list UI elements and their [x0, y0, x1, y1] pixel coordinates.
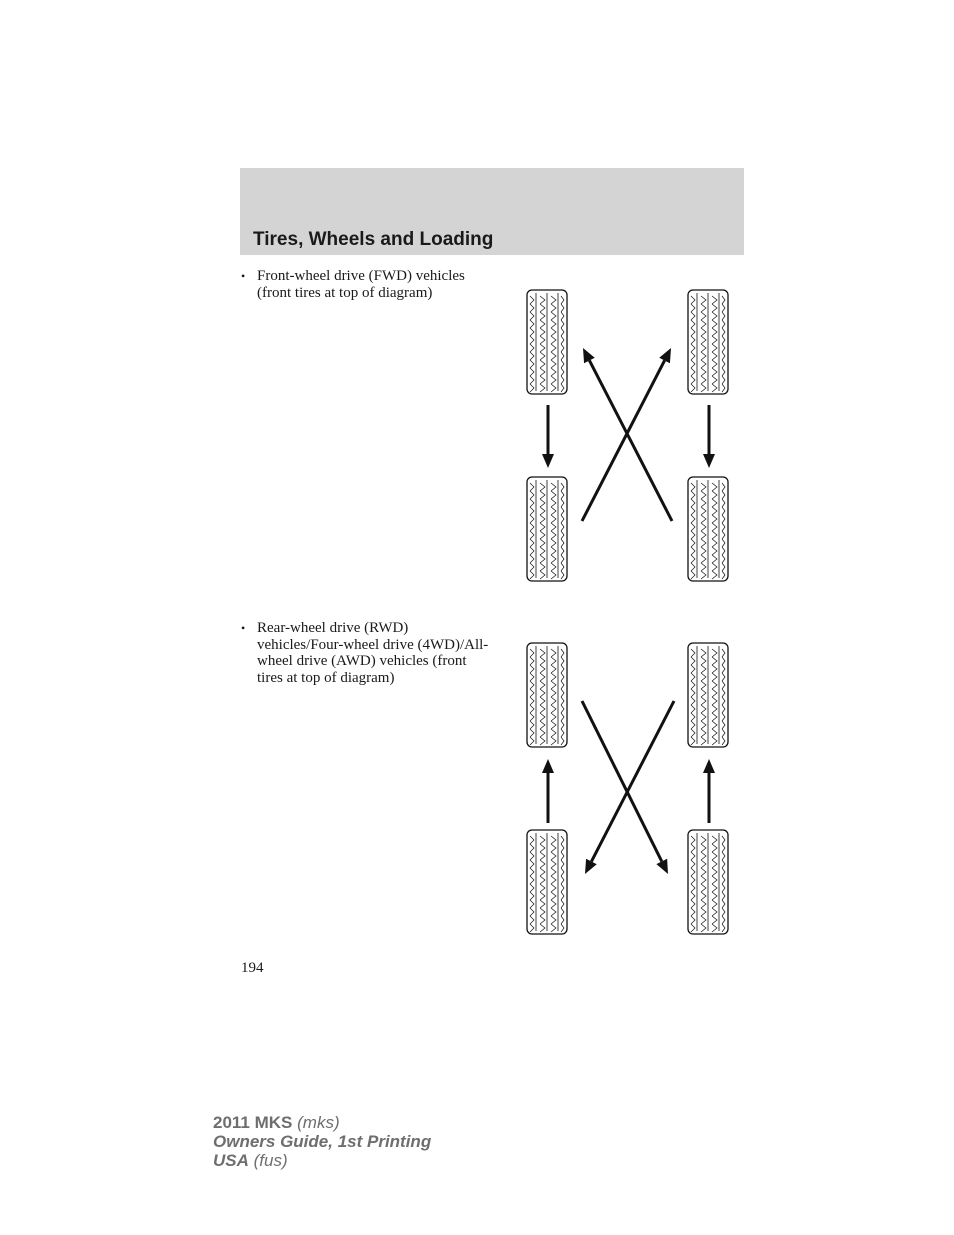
tire-rear-left-icon	[527, 477, 567, 581]
header-band	[240, 168, 744, 255]
fwd-text: Front-wheel drive (FWD) vehicles (front tires at top of diagram)	[257, 268, 465, 301]
tire-front-left-icon	[527, 290, 567, 394]
fwd-rotation-diagram	[515, 285, 740, 585]
footer-region-code: (fus)	[253, 1151, 288, 1170]
tire-front-left-icon	[527, 643, 567, 747]
right-side-arrow	[703, 759, 715, 823]
page-number: 194	[241, 960, 264, 976]
footer-model-code: (mks)	[297, 1113, 340, 1132]
cross-arrow-fr-to-rl	[585, 701, 674, 874]
tire-rear-left-icon	[527, 830, 567, 934]
bullet-symbol: •	[241, 269, 246, 283]
rwd-bullet	[241, 620, 493, 686]
rwd-rotation-diagram	[515, 638, 740, 938]
bullet-symbol: •	[241, 621, 246, 635]
section-title: Tires, Wheels and Loading	[253, 229, 494, 250]
tire-rear-right-icon	[688, 477, 728, 581]
footer-model: 2011 MKS	[213, 1113, 293, 1132]
rwd-text: Rear-wheel drive (RWD) vehicles/Four-wheel drive (4WD)/All-wheel drive (AWD) vehicles (front tires at top of diagram)	[257, 620, 489, 686]
tire-rear-right-icon	[688, 830, 728, 934]
tire-front-right-icon	[688, 290, 728, 394]
fwd-bullet	[241, 268, 493, 301]
left-side-arrow	[542, 759, 554, 823]
left-side-arrow	[542, 405, 554, 468]
footer-region: USA	[213, 1151, 249, 1170]
footer	[213, 1113, 431, 1170]
right-side-arrow	[703, 405, 715, 468]
cross-arrow-fl-to-rr	[582, 701, 668, 874]
footer-edition: Owners Guide, 1st Printing	[213, 1132, 432, 1151]
tire-front-right-icon	[688, 643, 728, 747]
